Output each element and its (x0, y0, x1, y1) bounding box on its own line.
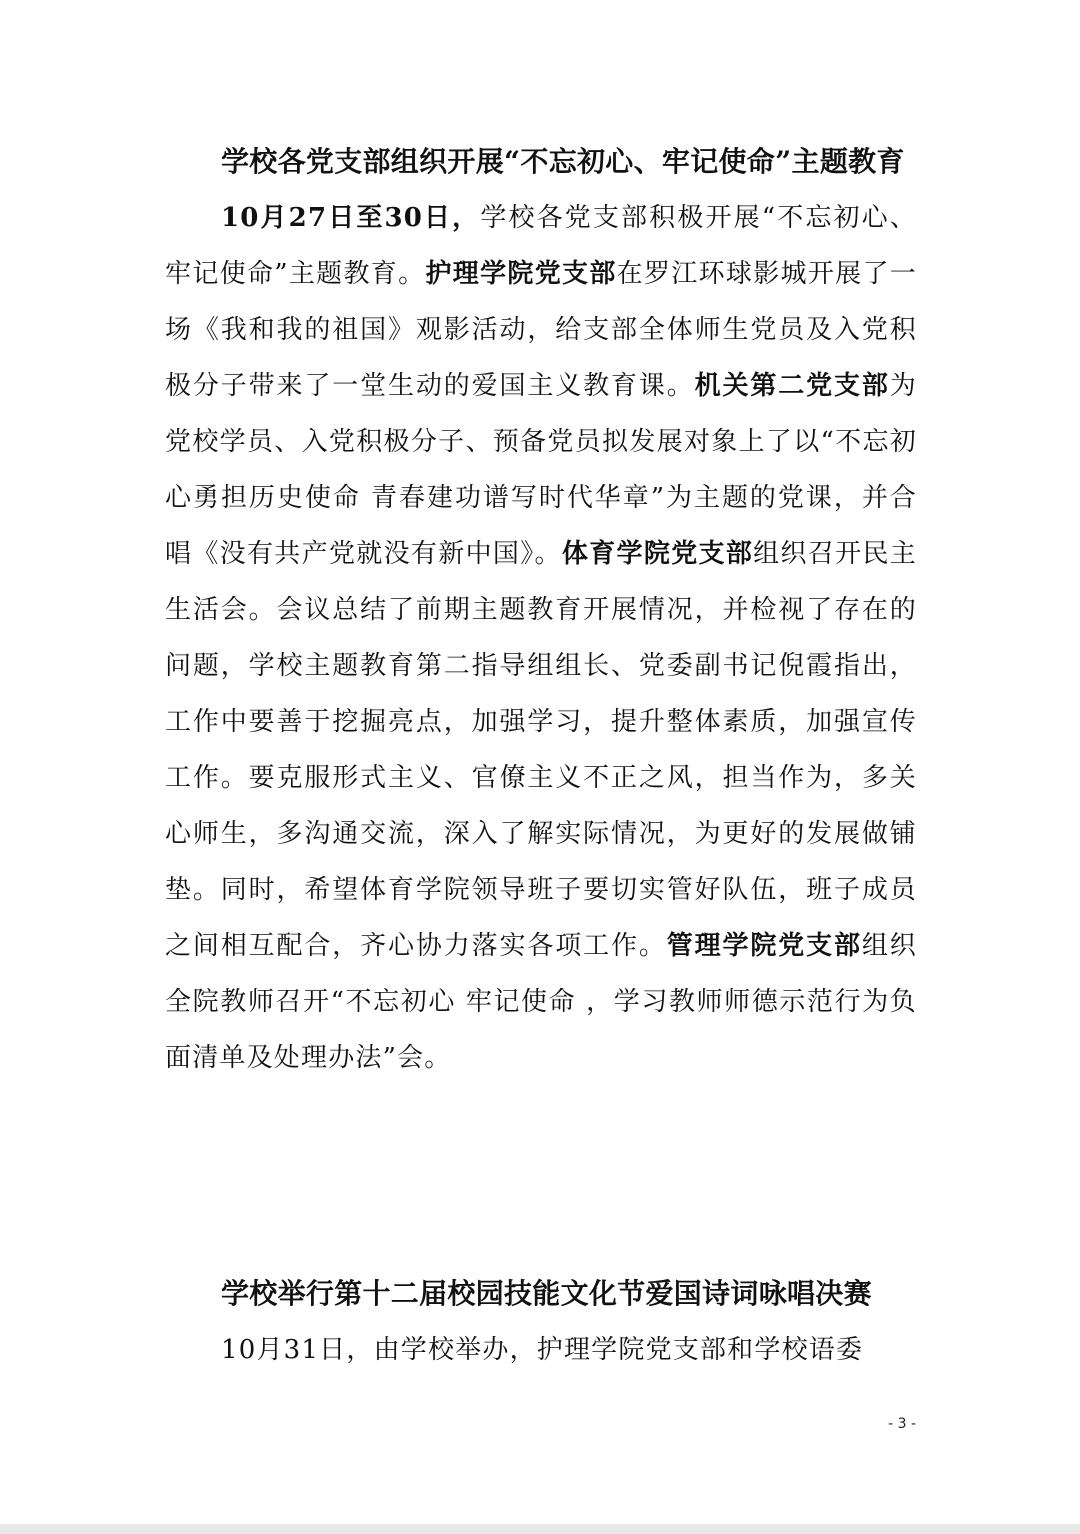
article-2-text-1: 10月31日，由学校举办，护理学院党支部和学校语委 (221, 1335, 864, 1365)
branch-office-2: 机关第二党支部 (694, 371, 890, 401)
article-2 (165, 1266, 917, 1378)
article-2-body (165, 1322, 917, 1378)
page-bottom-edge (0, 1524, 1080, 1534)
article-2-title: 学校举行第十二届校园技能文化节爱国诗词咏唱决赛 (221, 1277, 872, 1310)
branch-management: 管理学院党支部 (666, 931, 862, 961)
article-1-body (165, 190, 917, 1086)
article-1-text-5: 组织全院教师召开“不忘初心 牢记使命 ，学习教师师德示范行为负面清单及处理办法”会。 (165, 931, 917, 1073)
article-1-text-2: 在罗江环球影城开展了一场《我和我的祖国》观影活动，给支部全体师生党员及入党积极分子带来了一堂生动的爱国主义教育课。 (165, 259, 918, 401)
branch-nursing: 护理学院党支部 (425, 259, 617, 289)
branch-sports: 体育学院党支部 (561, 539, 754, 569)
article-1-text-3: 为党校学员、入党积极分子、预备党员拟发展对象上了以“不忘初心勇担历史使命 青春建功谱写时代华章”为主题的党课，并合唱《没有共产党就没有新中国》。 (165, 371, 917, 569)
article-1-text-1: 学校各党支部积极开展“不忘初心、牢记使命”主题教育。 (165, 203, 917, 289)
article-1-date: 10月27日至30日， (221, 203, 481, 233)
article-1-title: 学校各党支部组织开展“不忘初心、牢记使命”主题教育 (221, 145, 905, 178)
page-number: - 3 - (888, 1416, 916, 1432)
article-1-text-4: 组织召开民主生活会。会议总结了前期主题教育开展情况，并检视了存在的问题，学校主题教育第二指导组组长、党委副书记倪霞指出，工作中要善于挖掘亮点，加强学习，提升整体素质，加强宣传工作。要克服形式主义、官僚主义不正之风，担当作为，多关心师生，多沟通交流，深入了解实际情况，为更好的发展做铺垫。同时，希望体育学院领导班子要切实管好队伍，班子成员之间相互配合，齐心协力落实各项工作。 (165, 539, 917, 961)
article-1 (165, 134, 917, 1086)
